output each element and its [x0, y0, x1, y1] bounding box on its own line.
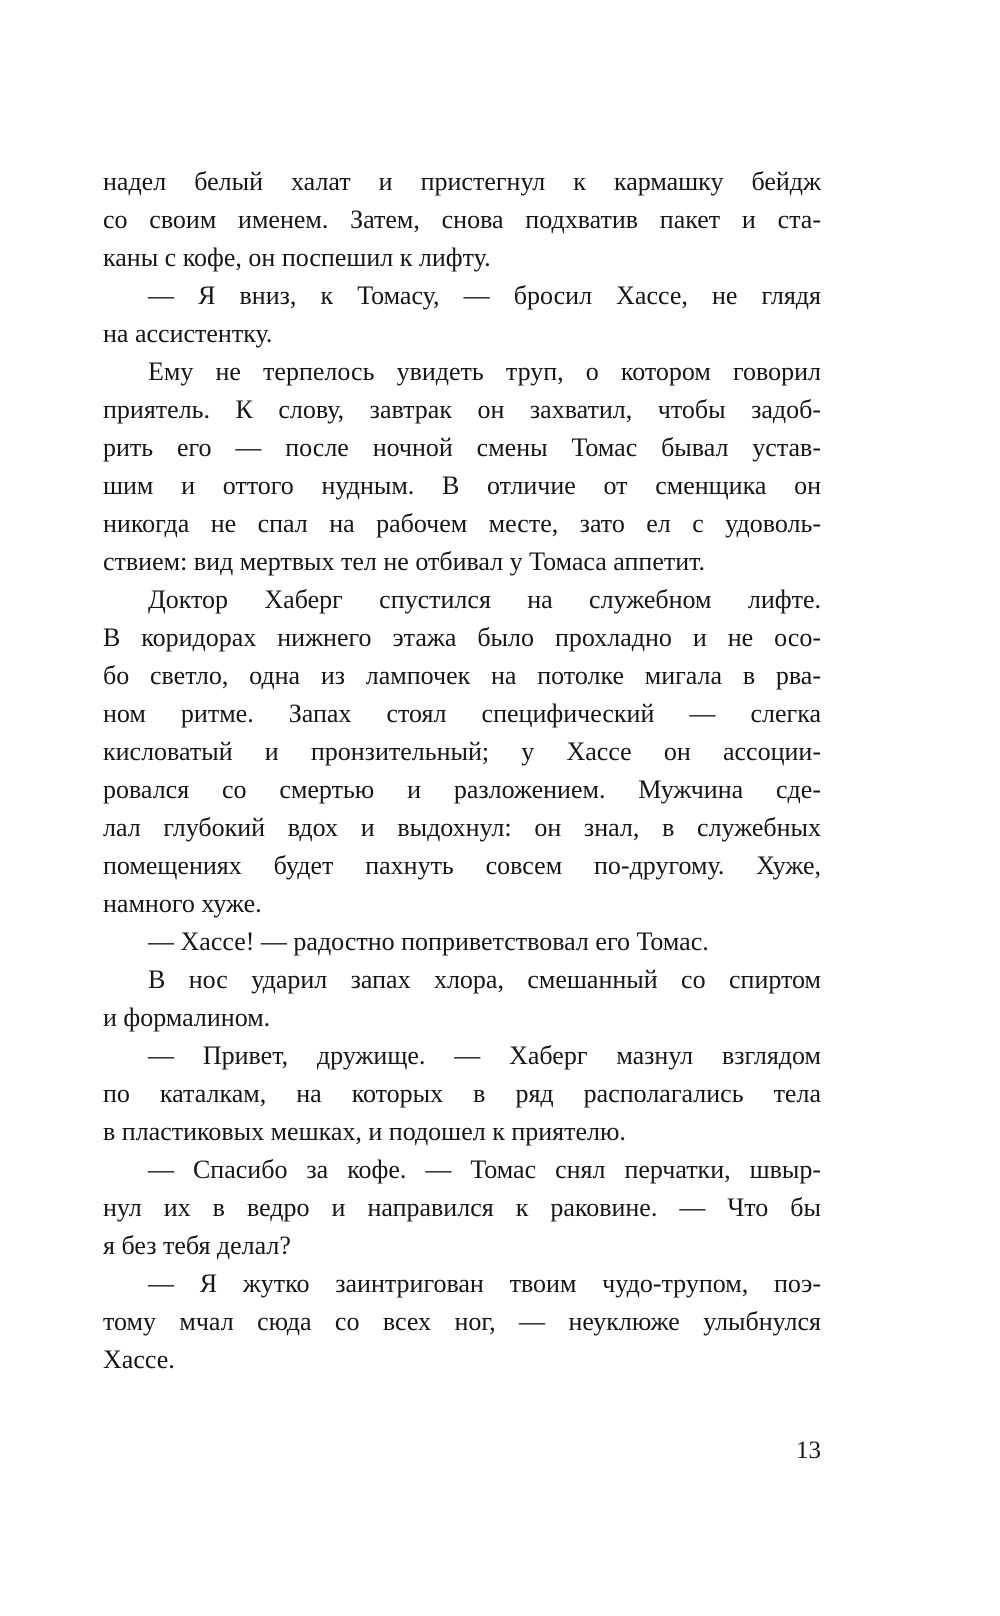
text-line: Хассе.	[103, 1345, 175, 1374]
text-line: Ему не терпелось увидеть труп, о котором говорил	[148, 357, 821, 386]
text-line: — Хассе! — радостно поприветствовал его Томас.	[148, 927, 709, 956]
text-line: — Я жутко заинтригован твоим чудо-трупом, поэ-	[148, 1269, 821, 1298]
text-line: — Спасибо за кофе. — Томас снял перчатки, швыр-	[148, 1155, 821, 1184]
text-line: — Я вниз, к Томасу, — бросил Хассе, не глядя	[148, 281, 821, 310]
text-line: приятель. К слову, завтрак он захватил, чтобы задоб-	[103, 395, 821, 424]
text-line: по каталкам, на которых в ряд располагались тела	[103, 1079, 821, 1108]
paragraph	[103, 277, 821, 353]
paragraph	[103, 1151, 821, 1265]
paragraph	[103, 923, 821, 961]
text-line: нул их в ведро и направился к раковине. — Что бы	[103, 1193, 821, 1222]
text-line: В коридорах нижнего этажа было прохладно и не осо-	[103, 623, 821, 652]
text-line: я без тебя делал?	[103, 1231, 291, 1260]
text-line: бо светло, одна из лампочек на потолке мигала в рва-	[103, 661, 821, 690]
paragraph	[103, 1265, 821, 1379]
text-line: надел белый халат и пристегнул к кармашку бейдж	[103, 167, 821, 196]
text-line: лал глубокий вдох и выдохнул: он знал, в служебных	[103, 813, 821, 842]
text-line: в пластиковых мешках, и подошел к приятелю.	[103, 1117, 626, 1146]
page-number: 13	[796, 1437, 821, 1464]
text-line: ровался со смертью и разложением. Мужчина сде-	[103, 775, 821, 804]
text-line: на ассистентку.	[103, 319, 273, 348]
text-line: ном ритме. Запах стоял специфический — слегка	[103, 699, 821, 728]
text-line: никогда не спал на рабочем месте, зато ел с удоволь-	[103, 509, 821, 538]
paragraph	[103, 1037, 821, 1151]
paragraph	[103, 163, 821, 277]
text-line: кисловатый и пронзительный; у Хассе он ассоции-	[103, 737, 821, 766]
text-line: тому мчал сюда со всех ног, — неуклюже улыбнулся	[103, 1307, 821, 1336]
text-line: — Привет, дружище. — Хаберг мазнул взглядом	[148, 1041, 821, 1070]
text-line: Доктор Хаберг спустился на служебном лифте.	[148, 585, 821, 614]
text-line: со своим именем. Затем, снова подхватив пакет и ста-	[103, 205, 821, 234]
paragraph	[103, 961, 821, 1037]
text-line: шим и оттого нудным. В отличие от сменщика он	[103, 471, 821, 500]
text-line: рить его — после ночной смены Томас бывал устав-	[103, 433, 821, 462]
body-text	[103, 163, 821, 1379]
text-line: и формалином.	[103, 1003, 271, 1032]
text-line: ствием: вид мертвых тел не отбивал у Томаса аппетит.	[103, 547, 706, 576]
text-line: намного хуже.	[103, 889, 262, 918]
text-line: каны с кофе, он поспешил к лифту.	[103, 243, 491, 272]
text-line: помещениях будет пахнуть совсем по-другому. Хуже,	[103, 851, 821, 880]
text-line: В нос ударил запах хлора, смешанный со спиртом	[148, 965, 821, 994]
paragraph	[103, 353, 821, 581]
paragraph	[103, 581, 821, 923]
